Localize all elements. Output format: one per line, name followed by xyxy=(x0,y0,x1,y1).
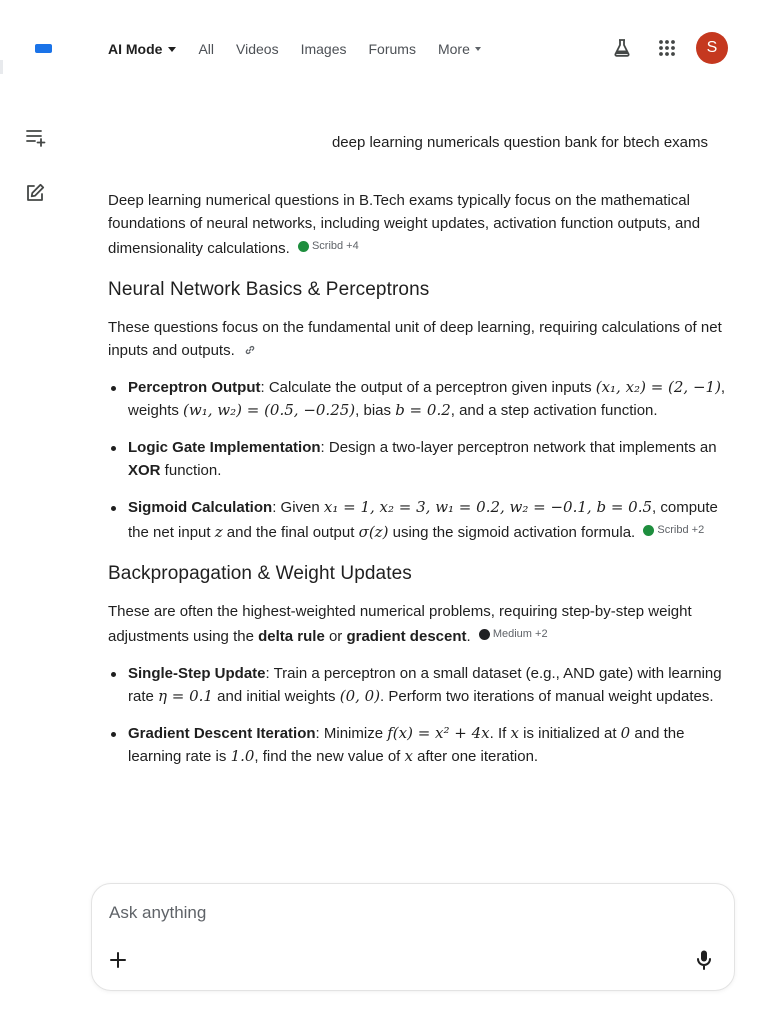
section-heading: Neural Network Basics & Perceptrons xyxy=(108,279,430,300)
tab-more[interactable] xyxy=(438,41,481,57)
item-bold: XOR xyxy=(128,462,161,479)
top-bar xyxy=(0,0,768,96)
avatar[interactable]: S xyxy=(696,32,728,64)
item-text: and the final output xyxy=(222,524,359,541)
math-expression: 0 xyxy=(620,724,631,742)
math-expression: f(x) = x² + 4x xyxy=(387,724,490,742)
item-text: : Train a perceptron on a small dataset (e.g., AND gate) with learning rate xyxy=(128,665,722,705)
math-expression: η = 0.1 xyxy=(158,687,213,705)
section-intro-text: These are often the highest-weighted numerical problems, requiring step-by-step weight adjustments using the xyxy=(108,603,692,645)
item-text: : Calculate the output of a perceptron given inputs xyxy=(260,379,596,396)
list-item xyxy=(108,496,726,544)
source-chip[interactable] xyxy=(643,519,704,542)
tab-all[interactable]: All xyxy=(198,41,215,57)
item-title: Single-Step Update xyxy=(128,665,266,682)
item-title: Sigmoid Calculation xyxy=(128,499,273,516)
math-expression: (w₁, w₂) = (0.5, −0.25) xyxy=(183,401,356,419)
item-text: after one iteration. xyxy=(413,748,539,765)
item-text: and initial weights xyxy=(212,688,340,705)
scroll-fade xyxy=(108,853,726,871)
math-expression: σ(z) xyxy=(358,523,389,541)
scribd-icon xyxy=(643,525,654,536)
item-text: , find the new value of xyxy=(254,748,405,765)
section-intro xyxy=(108,316,726,362)
ai-answer xyxy=(108,189,726,871)
item-text: . Perform two iterations of manual weight updates. xyxy=(380,688,714,705)
chevron-down-icon xyxy=(168,47,176,52)
edge-marker xyxy=(0,60,3,74)
source-chip-label: Scribd +4 xyxy=(311,240,359,252)
source-chip[interactable] xyxy=(479,623,548,646)
item-title: Logic Gate Implementation xyxy=(128,439,321,456)
mic-icon[interactable] xyxy=(692,948,716,972)
tab-ai-mode-label: AI Mode xyxy=(108,41,163,57)
item-text: , compute the net input xyxy=(128,499,718,541)
tab-ai-mode[interactable] xyxy=(108,41,176,57)
item-text: using the sigmoid activation formula. xyxy=(388,524,636,541)
math-expression: x xyxy=(404,747,413,765)
math-expression: x xyxy=(510,724,519,742)
item-text: , weights xyxy=(128,379,726,419)
item-text: : Given xyxy=(272,499,324,516)
plus-icon[interactable] xyxy=(106,948,130,972)
list-item xyxy=(108,376,726,422)
tab-more-label: More xyxy=(437,41,470,57)
list-item xyxy=(108,722,726,768)
search-tabs xyxy=(108,38,503,60)
list-item xyxy=(108,662,726,708)
section-heading: Backpropagation & Weight Updates xyxy=(108,563,412,584)
item-text: function. xyxy=(160,462,222,479)
medium-icon xyxy=(479,629,490,640)
item-text: and the learning rate is xyxy=(128,725,685,765)
section-intro xyxy=(108,600,726,648)
item-text: , and a step activation function. xyxy=(450,402,658,419)
item-bold: gradient descent xyxy=(346,628,467,645)
math-expression: x₁ = 1, x₂ = 3, w₁ = 0.2, w₂ = −0.1, b = 0.5 xyxy=(323,498,653,516)
ask-box xyxy=(91,883,735,991)
question-list xyxy=(108,376,726,544)
question-list xyxy=(108,662,726,768)
link-icon[interactable] xyxy=(245,339,255,362)
item-text: : Minimize xyxy=(315,725,388,742)
item-text: is initialized at xyxy=(518,725,621,742)
item-text: . If xyxy=(489,725,511,742)
math-expression: 1.0 xyxy=(230,747,255,765)
source-chip-label: Scribd +2 xyxy=(657,524,705,536)
item-text: : Design a two-layer perceptron network that implements an xyxy=(320,439,717,456)
chevron-down-icon xyxy=(475,47,481,51)
labs-flask-icon[interactable] xyxy=(606,32,638,64)
section-intro-text: or xyxy=(324,628,347,645)
header-actions xyxy=(593,32,728,64)
user-query: deep learning numericals question bank for btech exams xyxy=(331,134,708,151)
source-chip-label: Medium +2 xyxy=(492,628,548,640)
math-expression: (0, 0) xyxy=(339,687,381,705)
answer-intro xyxy=(108,189,726,260)
item-title: Gradient Descent Iteration xyxy=(128,725,316,742)
scribd-icon xyxy=(298,241,309,252)
item-bold: delta rule xyxy=(258,628,325,645)
item-text: , bias xyxy=(355,402,396,419)
logo-icon[interactable] xyxy=(35,44,52,53)
math-expression: b = 0.2 xyxy=(395,401,451,419)
answer-intro-text: Deep learning numerical questions in B.Tech exams typically focus on the mathematical foundations of neural networks, including weight updates, activation function outputs, and dimensionality calculations. xyxy=(108,192,701,257)
new-thread-list-icon[interactable] xyxy=(20,122,50,152)
math-expression: (x₁, x₂) = (2, −1) xyxy=(595,378,721,396)
tab-videos[interactable]: Videos xyxy=(236,41,279,57)
tab-images[interactable]: Images xyxy=(300,41,347,57)
edit-icon[interactable] xyxy=(20,178,50,208)
math-expression: z xyxy=(214,523,223,541)
apps-grid-icon[interactable] xyxy=(651,32,683,64)
section-intro-text: These questions focus on the fundamental unit of deep learning, requiring calculations of net inputs and outputs. xyxy=(108,319,722,359)
tab-forums[interactable]: Forums xyxy=(368,41,416,57)
section-intro-text: . xyxy=(466,628,471,645)
source-chip[interactable] xyxy=(298,235,359,258)
ask-input[interactable] xyxy=(109,900,669,926)
list-item xyxy=(108,436,726,482)
item-title: Perceptron Output xyxy=(128,379,261,396)
